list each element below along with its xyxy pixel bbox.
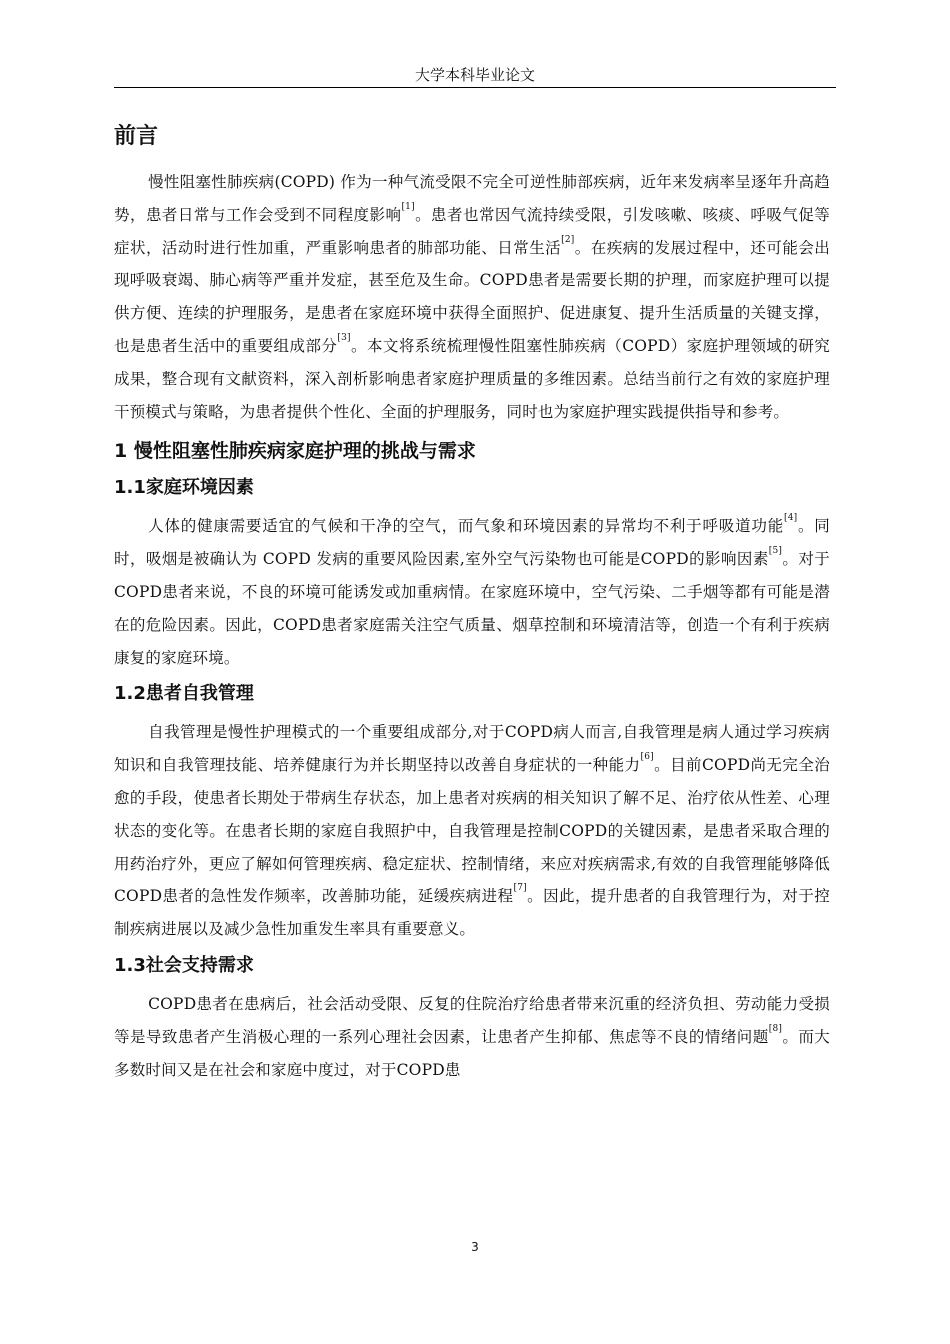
preface-paragraph — [114, 166, 830, 428]
citation: [6] — [640, 752, 654, 763]
citation: [5] — [768, 546, 783, 557]
running-header — [114, 64, 836, 88]
section-1-1-paragraph — [114, 510, 830, 674]
text-run: 人体的健康需要适宜的气候和干净的空气，而气象和环境因素的异常均不利于呼吸道功能 — [148, 517, 785, 536]
section-1-1-heading: 1.1家庭环境因素 — [114, 477, 254, 499]
text-run: COPD患者在患病后，社会活动受限、反复的住院治疗给患者带来沉重的经济负担、劳动能力受损等是导致患者产生消极心理的一系列心理社会因素，让患者产生抑郁、焦虑等不良的情绪问题 — [114, 994, 830, 1046]
text-run: 。对于COPD患者来说，不良的环境可能诱发或加重病情。在家庭环境中，空气污染、二手烟等都有可能是潜在的危险因素。因此，COPD患者家庭需关注空气质量、烟草控制和环境清洁等，创造一个有利于疾病康复的家庭环境。 — [114, 550, 830, 667]
text-run: 自我管理是慢性护理模式的一个重要组成部分,对于COPD病人而言,自我管理是病人通过学习疾病知识和自我管理技能、培养健康行为并长期坚持以改善自身症状的一种能力 — [114, 723, 830, 775]
text-run: 。而大多数时间又是在社会和家庭中度过，对于COPD患 — [114, 1027, 831, 1079]
text-run: 。患者也常因气流持续受限，引发咳嗽、咳痰、呼吸气促等症状，活动时进行性加重，严重影响患者的肺部功能、日常生活 — [114, 205, 831, 257]
header-title: 大学本科毕业论文 — [414, 66, 535, 84]
preface-heading: 前言 — [114, 124, 159, 149]
section-1-2-paragraph — [114, 716, 830, 946]
text-run: 。目前COPD尚无完全治愈的手段，使患者长期处于带病生存状态，加上患者对疾病的相关知识了解不足、治疗依从性差、心理状态的变化等。在患者长期的家庭自我照护中，自我管理是控制COPD的关键因素，是患者采取合理的用药治疗外，更应了解如何管理疾病、稳定症状、控制情绪，来应对疾病需求,有效的自我管理能够降低COPD患者的急性发作频率，改善肺功能，延缓疾病进程 — [114, 756, 830, 906]
chapter-1-heading: 1 慢性阻塞性肺疾病家庭护理的挑战与需求 — [114, 440, 476, 463]
section-1-2-heading: 1.2患者自我管理 — [114, 683, 254, 705]
citation: [3] — [337, 332, 351, 343]
citation: [1] — [401, 201, 415, 212]
citation: [8] — [768, 1023, 783, 1034]
text-run: 。同时，吸烟是被确认为 COPD 发病的重要风险因素,室外空气污染物也可能是COPD的影响因素 — [114, 517, 830, 569]
text-run: 。因此，提升患者的自我管理行为，对于控制疾病进展以及减少急性加重发生率具有重要意义。 — [114, 887, 831, 939]
text-run: 。在疾病的发展过程中，还可能会出现呼吸衰竭、肺心病等严重并发症，甚至危及生命。COPD患者是需要长期的护理，而家庭护理可以提供方便、连续的护理服务，是患者在家庭环境中获得全面照护、促进康复、提升生活质量的关键支撑，也是患者生活中的重要组成部分 — [114, 238, 831, 355]
citation: [4] — [784, 513, 798, 524]
text-run: 慢性阻塞性肺疾病(COPD) 作为一种气流受限不完全可逆性肺部疾病，近年来发病率呈逐年升高趋势，患者日常与工作会受到不同程度影响 — [114, 173, 830, 224]
page-content — [114, 114, 830, 1086]
page-number: 3 — [471, 1240, 479, 1254]
citation: [2] — [561, 234, 575, 245]
text-run: 。本文将系统梳理慢性阻塞性肺疾病（COPD）家庭护理领域的研究成果，整合现有文献资料，深入剖析影响患者家庭护理质量的多维因素。总结当前行之有效的家庭护理干预模式与策略，为患者提供个性化、全面的护理服务，同时也为家庭护理实践提供指导和参考。 — [114, 336, 830, 421]
section-1-3-heading: 1.3社会支持需求 — [114, 954, 254, 976]
section-1-3-paragraph — [114, 988, 830, 1086]
citation: [7] — [513, 883, 527, 894]
